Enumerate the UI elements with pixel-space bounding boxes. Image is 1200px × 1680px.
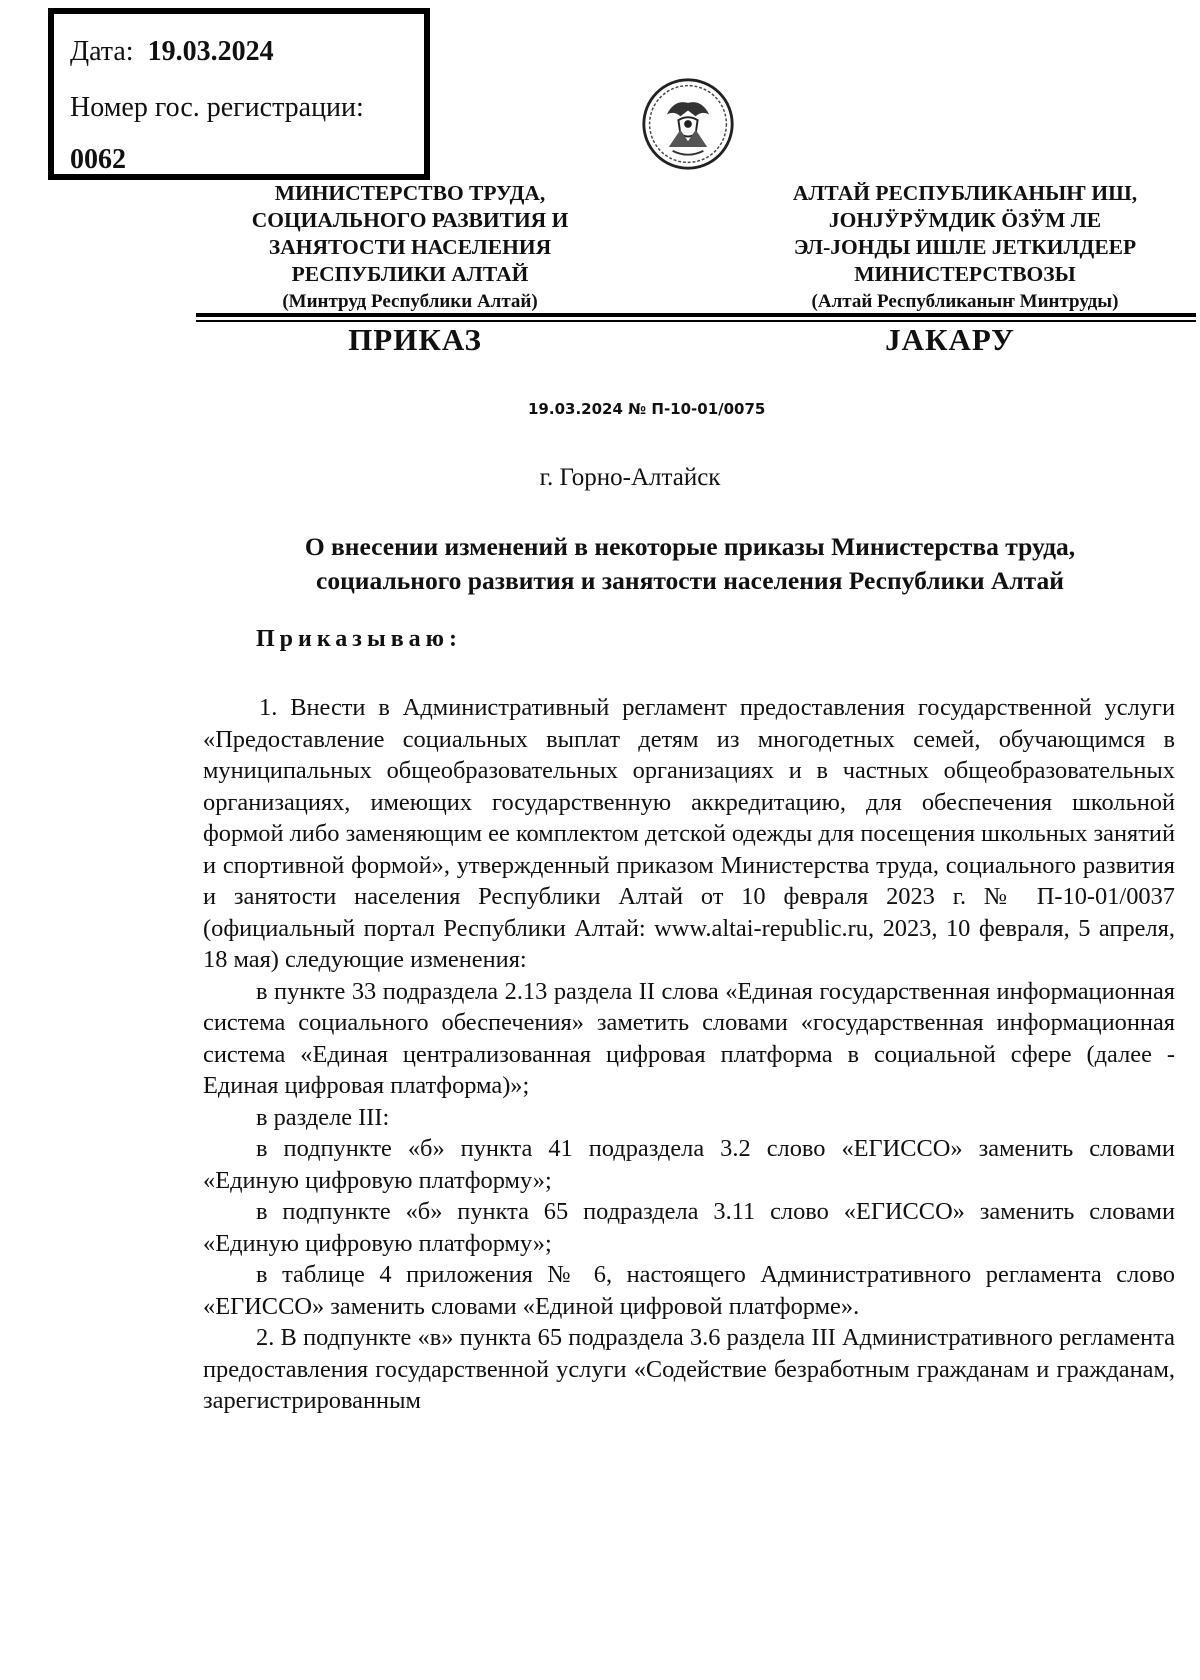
decree-word: Приказываю: — [256, 626, 462, 652]
ministry-altai-short-name: (Алтай Республиканыҥ Минтруды) — [811, 291, 1119, 312]
registration-number-value: 0062 — [70, 144, 126, 175]
registration-date-label: Дата: — [70, 36, 134, 67]
ministry-altai-line-1: АЛТАЙ РЕСПУБЛИКАНЫҤ ИШ, — [792, 181, 1138, 205]
document-number: 19.03.2024 № П-10-01/0075 — [528, 400, 766, 418]
document-body — [203, 692, 1175, 1417]
paragraph: 1. Внести в Административный регламент предоставления государственной услуги «Предоставление социальных выплат детям из многодетных семей, обучающимся в муниципальных общеобразовательных организациях и в частных общеобразовательных организациях, имеющих государственную аккредитацию, для обеспечения школьной формой либо заменяющим ее комплектом детской одежды для посещения школьных занятий и спортивной формой», утвержденный приказом Министерства труда, социального развития и занятости населения Республики Алтай от 10 февраля 2023 г. № П-10-01/0037 (официальный портал Республики Алтай: www.altai-republic.ru, 2023, 10 февраля, 5 апреля, 18 мая) следующие изменения: — [203, 694, 1175, 973]
paragraph: в подпункте «б» пункта 65 подраздела 3.11 слово «ЕГИССО» заменить словами «Единую цифровую платформу»; — [203, 1198, 1175, 1257]
order-title-altai: ЈАКАРУ — [885, 322, 1015, 357]
heading-line-2: социального развития и занятости населения Республики Алтай — [316, 566, 1064, 595]
ministry-line-3: ЗАНЯТОСТИ НАСЕЛЕНИЯ — [268, 235, 552, 259]
paragraph: в подпункте «б» пункта 41 подраздела 3.2 слово «ЕГИССО» заменить словами «Единую цифровую платформу»; — [203, 1135, 1175, 1194]
ministry-short-name: (Минтруд Республики Алтай) — [282, 291, 538, 312]
ministry-altai-line-2: ЈОНЈӰРӰМДИК ӦЗӰМ ЛЕ — [828, 208, 1102, 232]
registration-stamp-box — [48, 8, 430, 180]
registration-date — [70, 36, 274, 68]
ministry-line-4: РЕСПУБЛИКИ АЛТАЙ — [291, 262, 529, 286]
ministry-line-2: СОЦИАЛЬНОГО РАЗВИТИЯ И — [251, 208, 569, 232]
paragraph: в таблице 4 приложения № 6, настоящего Административного регламента слово «ЕГИССО» заменить словами «Единой цифровой платформе». — [203, 1261, 1175, 1320]
altai-republic-emblem-icon — [640, 76, 736, 172]
heading-line-1: О внесении изменений в некоторые приказы Министерства труда, — [304, 532, 1076, 561]
document-heading — [200, 530, 1180, 598]
ministry-altai-line-3: ЭЛ-ЈОНДЫ ИШЛЕ ЈЕТКИЛДЕЕР — [793, 235, 1137, 259]
paragraph: в пункте 33 подраздела 2.13 раздела II слова «Единая государственная информационная система социального обеспечения» заметить словами «государственная информационная система «Единая централизованная цифровая платформа в социальной сфере (далее - Единая цифровая платформа)»; — [203, 977, 1175, 1099]
header-divider-thick — [196, 313, 1196, 317]
paragraph: 2. В подпункте «в» пункта 65 подраздела 3.6 раздела III Административного регламента предоставления государственной услуги «Содействие безработным гражданам и гражданам, зарегистрированным — [203, 1324, 1175, 1414]
registration-number-label: Номер гос. регистрации: — [70, 92, 364, 123]
paragraph: в разделе III: — [256, 1103, 390, 1131]
ministry-name-russian — [200, 180, 620, 315]
ministry-line-1: МИНИСТЕРСТВО ТРУДА, — [274, 181, 546, 205]
ministry-altai-line-4: МИНИСТЕРСТВОЗЫ — [854, 262, 1076, 286]
ministry-name-altai — [740, 180, 1190, 315]
order-title-russian: ПРИКАЗ — [348, 322, 482, 357]
city: г. Горно-Алтайск — [539, 464, 721, 491]
registration-date-value: 19.03.2024 — [147, 36, 274, 67]
